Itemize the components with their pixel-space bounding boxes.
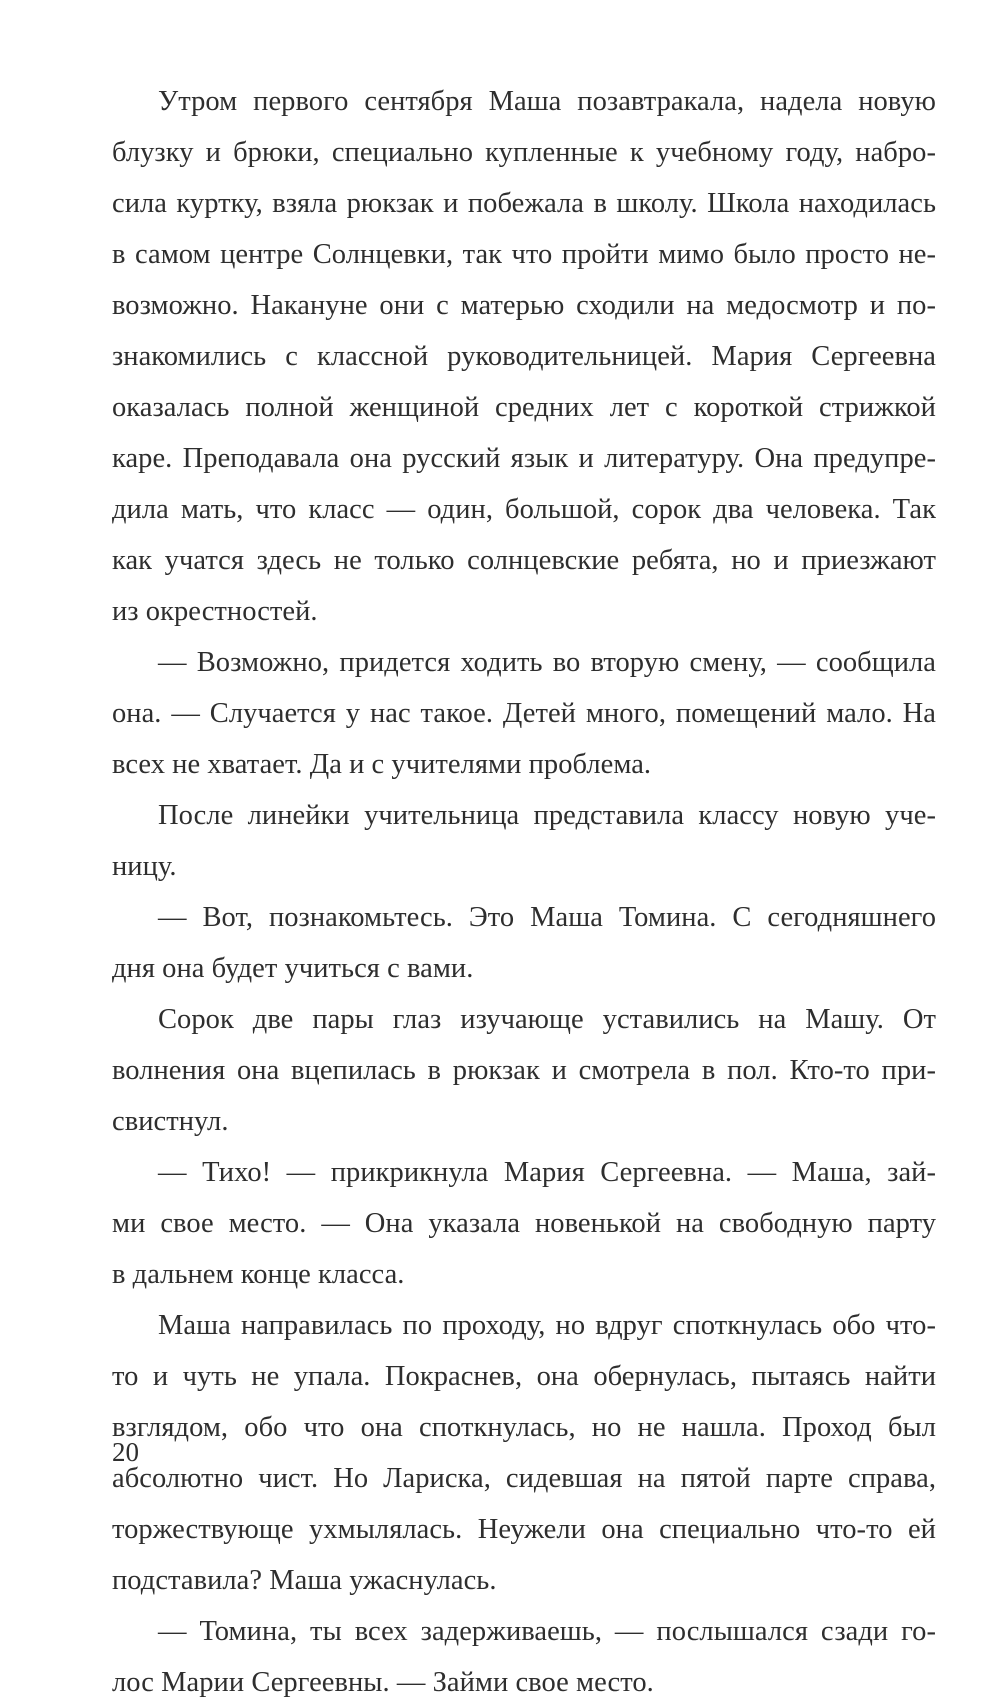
body-text	[112, 76, 936, 1708]
text-line: — Вот, познакомьтесь. Это Маша Томина. С сегодняшнего	[158, 902, 936, 933]
text-line: то и чуть не упала. Покраснев, она обернулась, пытаясь найти	[112, 1361, 936, 1392]
text-line: дня она будет учиться с вами.	[112, 953, 474, 984]
text-line: как учатся здесь не только солнцевские ребята, но и приезжают	[112, 545, 936, 576]
text-line: дила мать, что класс — один, большой, сорок два человека. Так	[112, 494, 936, 525]
text-line: знакомились с классной руководительницей. Мария Сергеевна	[112, 341, 936, 372]
text-line: подставила? Маша ужаснулась.	[112, 1565, 497, 1596]
text-line: торжествующе ухмылялась. Неужели она специально что-то ей	[112, 1514, 936, 1545]
text-line: ми свое место. — Она указала новенькой на свободную парту	[112, 1208, 936, 1239]
text-line: каре. Преподавала она русский язык и литературу. Она предупре-	[112, 443, 936, 474]
text-line: всех не хватает. Да и с учителями проблема.	[112, 749, 652, 780]
text-line: Утром первого сентября Маша позавтракала, надела новую	[158, 86, 936, 117]
text-line: блузку и брюки, специально купленные к учебному году, набро-	[112, 137, 936, 168]
text-line: Маша направилась по проходу, но вдруг споткнулась обо что-	[158, 1310, 936, 1341]
text-line: в дальнем конце класса.	[112, 1259, 405, 1290]
text-line: — Возможно, придется ходить во вторую смену, — сообщила	[158, 647, 936, 678]
text-line: оказалась полной женщиной средних лет с короткой стрижкой	[112, 392, 936, 423]
text-line: ницу.	[112, 851, 177, 882]
text-line: После линейки учительница представила классу новую уче-	[158, 800, 936, 831]
text-line: в самом центре Солнцевки, так что пройти мимо было просто не-	[112, 239, 936, 270]
text-line: свистнул.	[112, 1106, 229, 1137]
text-line: — Томина, ты всех задерживаешь, — послышался сзади го-	[158, 1616, 936, 1647]
text-line: абсолютно чист. Но Лариска, сидевшая на пятой парте справа,	[112, 1463, 936, 1494]
text-line: из окрестностей.	[112, 596, 318, 627]
text-line: возможно. Накануне они с матерью сходили на медосмотр и по-	[112, 290, 936, 321]
text-line: Сорок две пары глаз изучающе уставились на Машу. От	[158, 1004, 936, 1035]
text-line: волнения она вцепилась в рюкзак и смотрела в пол. Кто-то при-	[112, 1055, 936, 1086]
text-line: взглядом, обо что она споткнулась, но не нашла. Проход был	[112, 1412, 936, 1443]
page-number: 20	[112, 1437, 139, 1467]
text-line: сила куртку, взяла рюкзак и побежала в школу. Школа находилась	[112, 188, 936, 219]
text-line: она. — Случается у нас такое. Детей много, помещений мало. На	[112, 698, 936, 729]
text-line: — Тихо! — прикрикнула Мария Сергеевна. — Маша, зай-	[158, 1157, 936, 1188]
text-line: лос Марии Сергеевны. — Займи свое место.	[112, 1667, 654, 1698]
